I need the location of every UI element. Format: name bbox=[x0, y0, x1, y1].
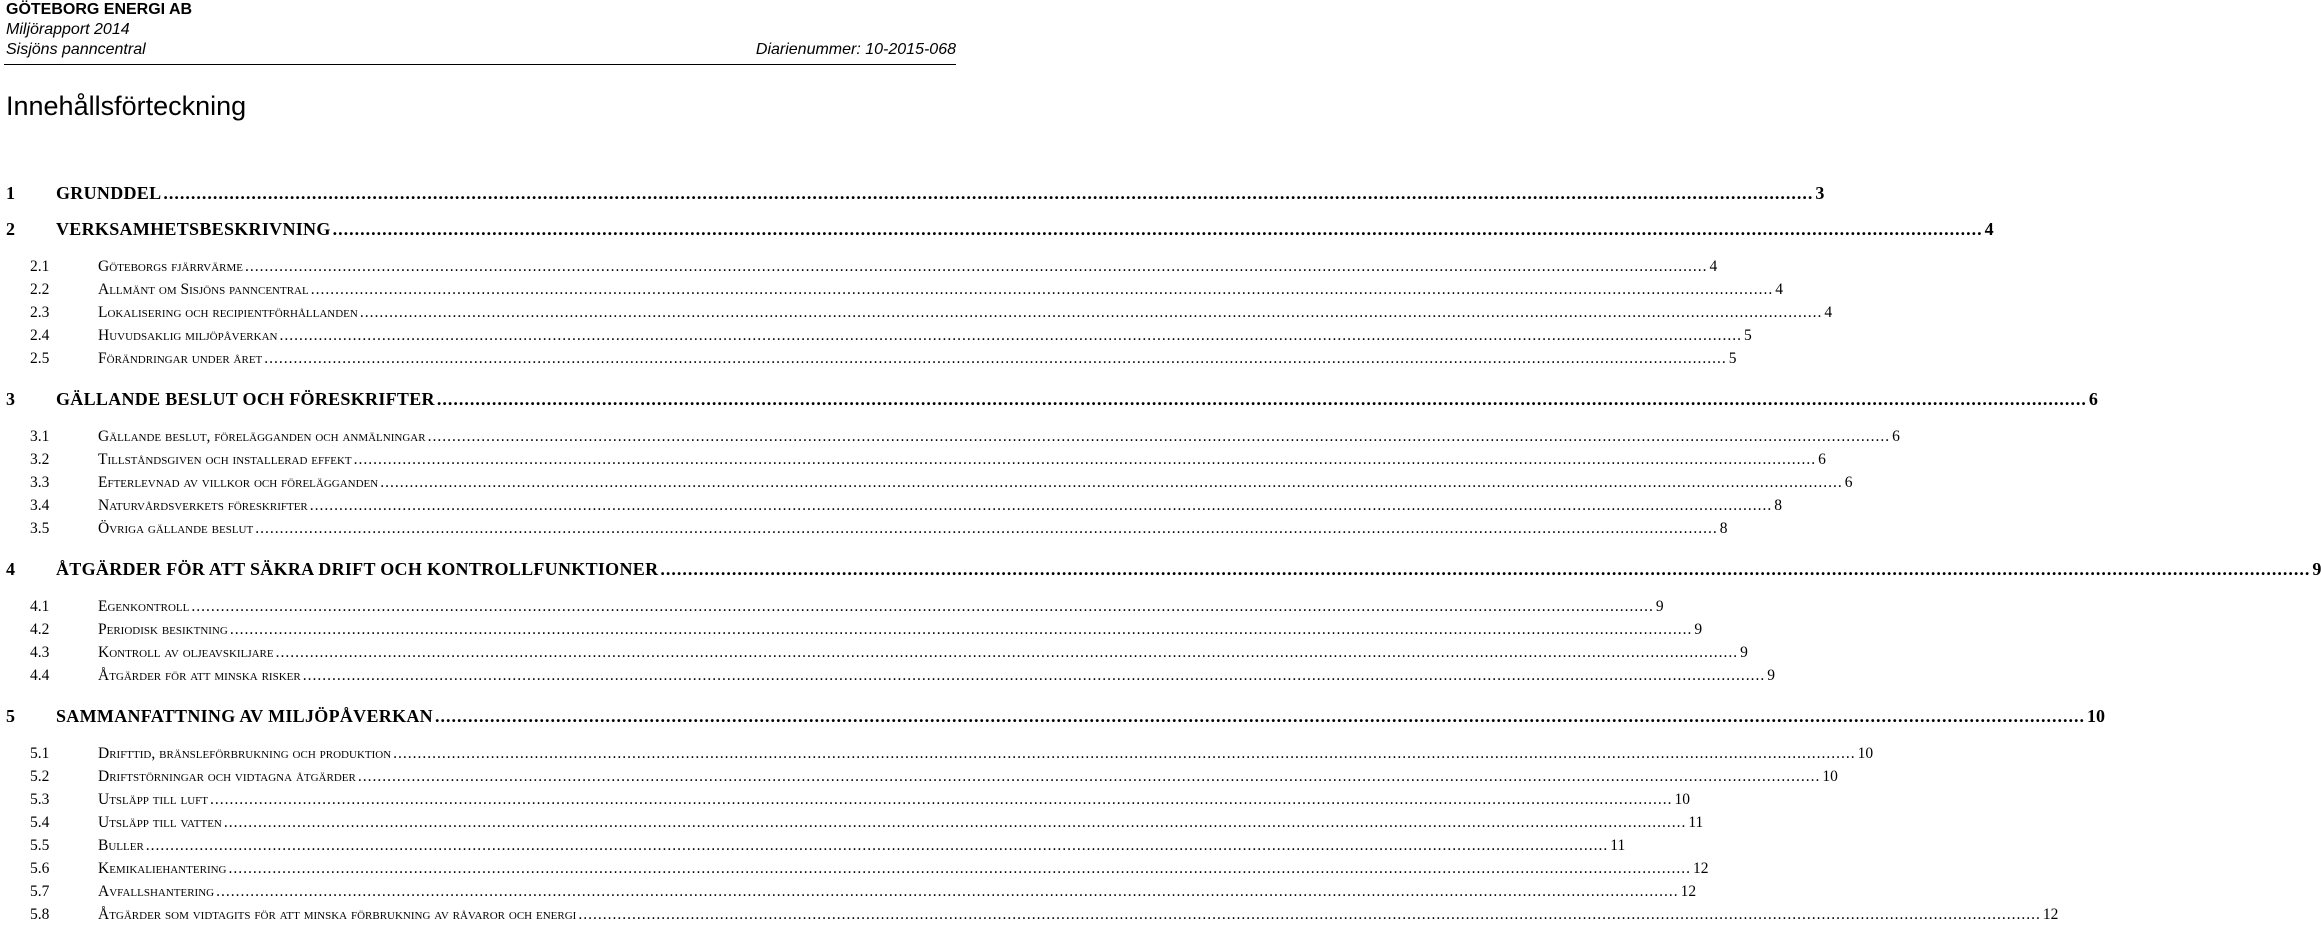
toc-entry-body bbox=[98, 258, 1718, 276]
toc-entry-section[interactable] bbox=[0, 621, 1703, 645]
toc-entry-chapter[interactable] bbox=[0, 389, 2098, 413]
toc-entry-section[interactable] bbox=[0, 497, 1783, 521]
toc-entry-number: 3.2 bbox=[30, 451, 50, 468]
toc-dot-leader: ............................................................................................................................................................................................................................................................................................................ bbox=[310, 281, 1774, 298]
toc-entry-body bbox=[98, 598, 1664, 616]
toc-entry-number: 3.1 bbox=[30, 428, 50, 445]
toc-entry-section[interactable] bbox=[0, 667, 1775, 691]
toc-entry-section[interactable] bbox=[0, 644, 1748, 668]
toc-entry-title: Allmänt om Sisjöns panncentral bbox=[98, 281, 309, 298]
toc-entry-page: 4 bbox=[1775, 281, 1783, 298]
report-title: Miljörapport 2014 bbox=[6, 21, 130, 38]
toc-dot-leader: ............................................................................................................................................................................................................................................................................................................ bbox=[660, 559, 2311, 579]
toc-entry-page: 11 bbox=[1610, 837, 1626, 854]
toc-entry-number: 2 bbox=[6, 219, 15, 239]
toc-entry-title: Utsläpp till vatten bbox=[98, 814, 222, 831]
toc-entry-body bbox=[56, 183, 1825, 204]
toc-dot-leader: ............................................................................................................................................................................................................................................................................................................ bbox=[245, 258, 1708, 275]
toc-entry-section[interactable] bbox=[0, 327, 1752, 351]
toc-entry-number: 2.5 bbox=[30, 350, 50, 367]
toc-entry-section[interactable] bbox=[0, 883, 1697, 907]
toc-entry-title: Övriga gällande beslut bbox=[98, 520, 254, 537]
toc-entry-page: 11 bbox=[1688, 814, 1704, 831]
toc-entry-body bbox=[98, 814, 1704, 832]
toc-entry-body bbox=[98, 791, 1690, 809]
header-divider bbox=[4, 64, 956, 65]
toc-entry-title: Efterlevnad av villkor och förelägganden bbox=[98, 474, 379, 491]
toc-entry-body bbox=[98, 768, 1838, 786]
toc-entry-number: 4 bbox=[6, 559, 15, 579]
toc-entry-body bbox=[98, 350, 1737, 368]
toc-dot-leader: ............................................................................................................................................................................................................................................................................................................ bbox=[359, 304, 1823, 321]
toc-entry-page: 9 bbox=[1655, 598, 1664, 615]
toc-entry-title: Förändringar under året bbox=[98, 350, 263, 367]
toc-entry-page: 8 bbox=[1774, 497, 1783, 514]
toc-dot-leader: ............................................................................................................................................................................................................................................................................................................ bbox=[216, 883, 1679, 900]
toc-entry-page: 9 bbox=[2312, 559, 2321, 579]
toc-dot-leader: ............................................................................................................................................................................................................................................................................................................ bbox=[353, 451, 1817, 468]
toc-dot-leader: ............................................................................................................................................................................................................................................................................................................ bbox=[229, 621, 1693, 638]
toc-entry-number: 3.3 bbox=[30, 474, 50, 491]
toc-entry-section[interactable] bbox=[0, 745, 1874, 769]
toc-entry-number: 3 bbox=[6, 389, 15, 409]
toc-entry-page: 5 bbox=[1728, 350, 1737, 367]
toc-entry-number: 3.4 bbox=[30, 497, 50, 514]
toc-entry-page: 6 bbox=[1818, 451, 1826, 468]
toc-entry-page: 6 bbox=[2088, 389, 2098, 409]
toc-entry-title: GÄLLANDE BESLUT OCH FÖRESKRIFTER bbox=[56, 389, 435, 409]
toc-entry-number: 2.2 bbox=[30, 281, 50, 298]
toc-entry-title: Lokalisering och recipientförhållanden bbox=[98, 304, 358, 321]
site-name: Sisjöns panncentral bbox=[6, 41, 146, 58]
toc-entry-title: VERKSAMHETSBESKRIVNING bbox=[56, 219, 331, 239]
company-name: GÖTEBORG ENERGI AB bbox=[6, 1, 193, 18]
toc-entry-title: Kontroll av oljeavskiljare bbox=[98, 644, 274, 661]
toc-entry-page: 12 bbox=[1693, 860, 1709, 877]
toc-entry-section[interactable] bbox=[0, 598, 1664, 622]
toc-entry-title: Kemikaliehantering bbox=[98, 860, 227, 877]
toc-entry-body bbox=[98, 644, 1748, 662]
toc-entry-body bbox=[98, 451, 1826, 469]
toc-entry-body bbox=[98, 883, 1697, 901]
toc-entry-body bbox=[98, 497, 1783, 515]
toc-entry-title: Göteborgs fjärrvärme bbox=[98, 258, 243, 275]
toc-entry-title: Driftstörningar och vidtagna åtgärder bbox=[98, 768, 356, 785]
toc-entry-title: Utsläpp till luft bbox=[98, 791, 208, 808]
toc-entry-title: Drifttid, bränsleförbrukning och produktion bbox=[98, 745, 392, 762]
toc-entry-body bbox=[98, 327, 1752, 345]
toc-entry-body bbox=[98, 520, 1728, 538]
toc-entry-page: 6 bbox=[1844, 474, 1853, 491]
toc-entry-title: Avfallshantering bbox=[98, 883, 215, 900]
toc-dot-leader: ............................................................................................................................................................................................................................................................................................................ bbox=[191, 598, 1654, 615]
toc-entry-page: 10 bbox=[1857, 745, 1874, 762]
toc-entry-page: 4 bbox=[1984, 219, 1994, 239]
toc-entry-section[interactable] bbox=[0, 258, 1718, 282]
toc-entry-number: 5.8 bbox=[30, 906, 50, 923]
toc-entry-body bbox=[56, 389, 2098, 410]
toc-dot-leader: ............................................................................................................................................................................................................................................................................................................ bbox=[357, 768, 1821, 785]
toc-entry-page: 10 bbox=[1822, 768, 1838, 785]
toc-entry-body bbox=[56, 559, 2321, 580]
toc-dot-leader: ............................................................................................................................................................................................................................................................................................................ bbox=[228, 860, 1692, 877]
toc-entry-page: 10 bbox=[2086, 706, 2105, 726]
toc-dot-leader: ............................................................................................................................................................................................................................................................................................................ bbox=[302, 667, 1766, 684]
toc-entry-number: 1 bbox=[6, 183, 15, 203]
toc-entry-title: Periodisk besiktning bbox=[98, 621, 228, 638]
toc-entry-number: 5.6 bbox=[30, 860, 50, 877]
toc-dot-leader: ............................................................................................................................................................................................................................................................................................................ bbox=[332, 219, 1983, 239]
toc-entry-title: ÅTGÄRDER FÖR ATT SÄKRA DRIFT OCH KONTROLLFUNKTIONER bbox=[56, 559, 659, 579]
toc-entry-section[interactable] bbox=[0, 814, 1704, 838]
toc-entry-number: 5.3 bbox=[30, 791, 50, 808]
toc-entry-number: 2.4 bbox=[30, 327, 50, 344]
toc-entry-body bbox=[98, 304, 1833, 322]
toc-entry-body bbox=[98, 621, 1703, 639]
toc-entry-number: 5.4 bbox=[30, 814, 50, 831]
toc-entry-title: Huvudsaklig miljöpåverkan bbox=[98, 327, 278, 344]
toc-entry-number: 5 bbox=[6, 706, 15, 726]
page-header bbox=[6, 0, 956, 60]
toc-entry-number: 2.1 bbox=[30, 258, 50, 275]
toc-entry-section[interactable] bbox=[0, 474, 1853, 498]
toc-dot-leader: ............................................................................................................................................................................................................................................................................................................ bbox=[275, 644, 1739, 661]
toc-entry-body bbox=[98, 428, 1900, 446]
toc-entry-chapter[interactable] bbox=[0, 706, 2105, 730]
toc-entry-page: 12 bbox=[1680, 883, 1697, 900]
toc-dot-leader: ............................................................................................................................................................................................................................................................................................................ bbox=[210, 791, 1673, 808]
toc-entry-section[interactable] bbox=[0, 451, 1826, 475]
toc-entry-page: 3 bbox=[1815, 183, 1825, 203]
toc-dot-leader: ............................................................................................................................................................................................................................................................................................................ bbox=[436, 389, 2087, 409]
toc-dot-leader: ............................................................................................................................................................................................................................................................................................................ bbox=[279, 327, 1742, 344]
toc-entry-section[interactable] bbox=[0, 304, 1833, 328]
toc-entry-section[interactable] bbox=[0, 428, 1900, 452]
toc-dot-leader: ............................................................................................................................................................................................................................................................................................................ bbox=[309, 497, 1773, 514]
toc-dot-leader: ............................................................................................................................................................................................................................................................................................................ bbox=[264, 350, 1727, 367]
toc-entry-title: Åtgärder som vidtagits för att minska förbrukning av råvaror och energi bbox=[98, 906, 577, 923]
toc-entry-page: 4 bbox=[1709, 258, 1718, 275]
toc-entry-title: Gällande beslut, förelägganden och anmälningar bbox=[98, 428, 426, 445]
toc-entry-body bbox=[98, 474, 1853, 492]
toc-entry-chapter[interactable] bbox=[0, 559, 2321, 583]
toc-entry-page: 9 bbox=[1740, 644, 1748, 661]
toc-entry-body bbox=[98, 745, 1874, 763]
toc-entry-number: 5.2 bbox=[30, 768, 50, 785]
toc-entry-page: 8 bbox=[1719, 520, 1728, 537]
toc-entry-chapter[interactable] bbox=[0, 219, 1994, 243]
toc-entry-body bbox=[98, 667, 1775, 685]
toc-entry-page: 4 bbox=[1824, 304, 1833, 321]
toc-entry-section[interactable] bbox=[0, 860, 1709, 884]
toc-entry-number: 5.5 bbox=[30, 837, 50, 854]
toc-entry-page: 12 bbox=[2042, 906, 2059, 923]
toc-entry-number: 3.5 bbox=[30, 520, 50, 537]
toc-entry-section[interactable] bbox=[0, 906, 2059, 930]
toc-entry-body bbox=[98, 281, 1783, 299]
toc-entry-number: 2.3 bbox=[30, 304, 50, 321]
toc-heading: Innehållsförteckning bbox=[6, 91, 247, 121]
toc-dot-leader: ............................................................................................................................................................................................................................................................................................................ bbox=[223, 814, 1687, 831]
diary-number: Diarienummer: 10-2015-068 bbox=[755, 41, 956, 58]
toc-entry-page: 9 bbox=[1694, 621, 1703, 638]
toc-dot-leader: ............................................................................................................................................................................................................................................................................................................ bbox=[380, 474, 1843, 491]
toc-entry-number: 5.7 bbox=[30, 883, 50, 900]
toc-entry-title: GRUNDDEL bbox=[56, 183, 162, 203]
toc-dot-leader: ............................................................................................................................................................................................................................................................................................................ bbox=[145, 837, 1609, 854]
toc-entry-number: 4.3 bbox=[30, 644, 50, 661]
toc-entry-page: 9 bbox=[1767, 667, 1775, 684]
toc-entry-body bbox=[56, 219, 1994, 240]
toc-entry-body bbox=[98, 906, 2059, 924]
toc-entry-title: Naturvårdsverkets föreskrifter bbox=[98, 497, 308, 514]
toc-entry-title: Tillståndsgiven och installerad effekt bbox=[98, 451, 352, 468]
header-row bbox=[6, 40, 956, 60]
toc-entry-title: Egenkontroll bbox=[98, 598, 190, 615]
toc-entry-title: Åtgärder för att minska risker bbox=[98, 667, 301, 684]
toc-dot-leader: ............................................................................................................................................................................................................................................................................................................ bbox=[434, 706, 2085, 726]
toc-entry-title: Buller bbox=[98, 837, 144, 854]
toc-dot-leader: ............................................................................................................................................................................................................................................................................................................ bbox=[393, 745, 1856, 762]
toc-entry-section[interactable] bbox=[0, 837, 1626, 861]
toc-entry-section[interactable] bbox=[0, 768, 1838, 792]
toc-entry-section[interactable] bbox=[0, 791, 1690, 815]
toc-entry-body bbox=[98, 837, 1626, 855]
toc-entry-title: SAMMANFATTNING AV MILJÖPÅVERKAN bbox=[56, 706, 433, 726]
toc-entry-number: 4.4 bbox=[30, 667, 50, 684]
toc-entry-body bbox=[98, 860, 1709, 878]
toc-entry-page: 6 bbox=[1892, 428, 1900, 445]
toc-entry-body bbox=[56, 706, 2105, 727]
toc-dot-leader: ............................................................................................................................................................................................................................................................................................................ bbox=[427, 428, 1891, 445]
toc-entry-page: 10 bbox=[1674, 791, 1690, 808]
toc-entry-section[interactable] bbox=[0, 350, 1737, 374]
toc-entry-number: 5.1 bbox=[30, 745, 50, 762]
toc-entry-number: 4.1 bbox=[30, 598, 50, 615]
toc-dot-leader: ............................................................................................................................................................................................................................................................................................................ bbox=[578, 906, 2041, 923]
toc-entry-number: 4.2 bbox=[30, 621, 50, 638]
toc-entry-section[interactable] bbox=[0, 520, 1728, 544]
toc-entry-page: 5 bbox=[1743, 327, 1752, 344]
toc-entry-section[interactable] bbox=[0, 281, 1783, 305]
toc-dot-leader: ............................................................................................................................................................................................................................................................................................................ bbox=[255, 520, 1718, 537]
toc-dot-leader: ............................................................................................................................................................................................................................................................................................................ bbox=[163, 183, 1814, 203]
toc-entry-chapter[interactable] bbox=[0, 183, 1825, 207]
